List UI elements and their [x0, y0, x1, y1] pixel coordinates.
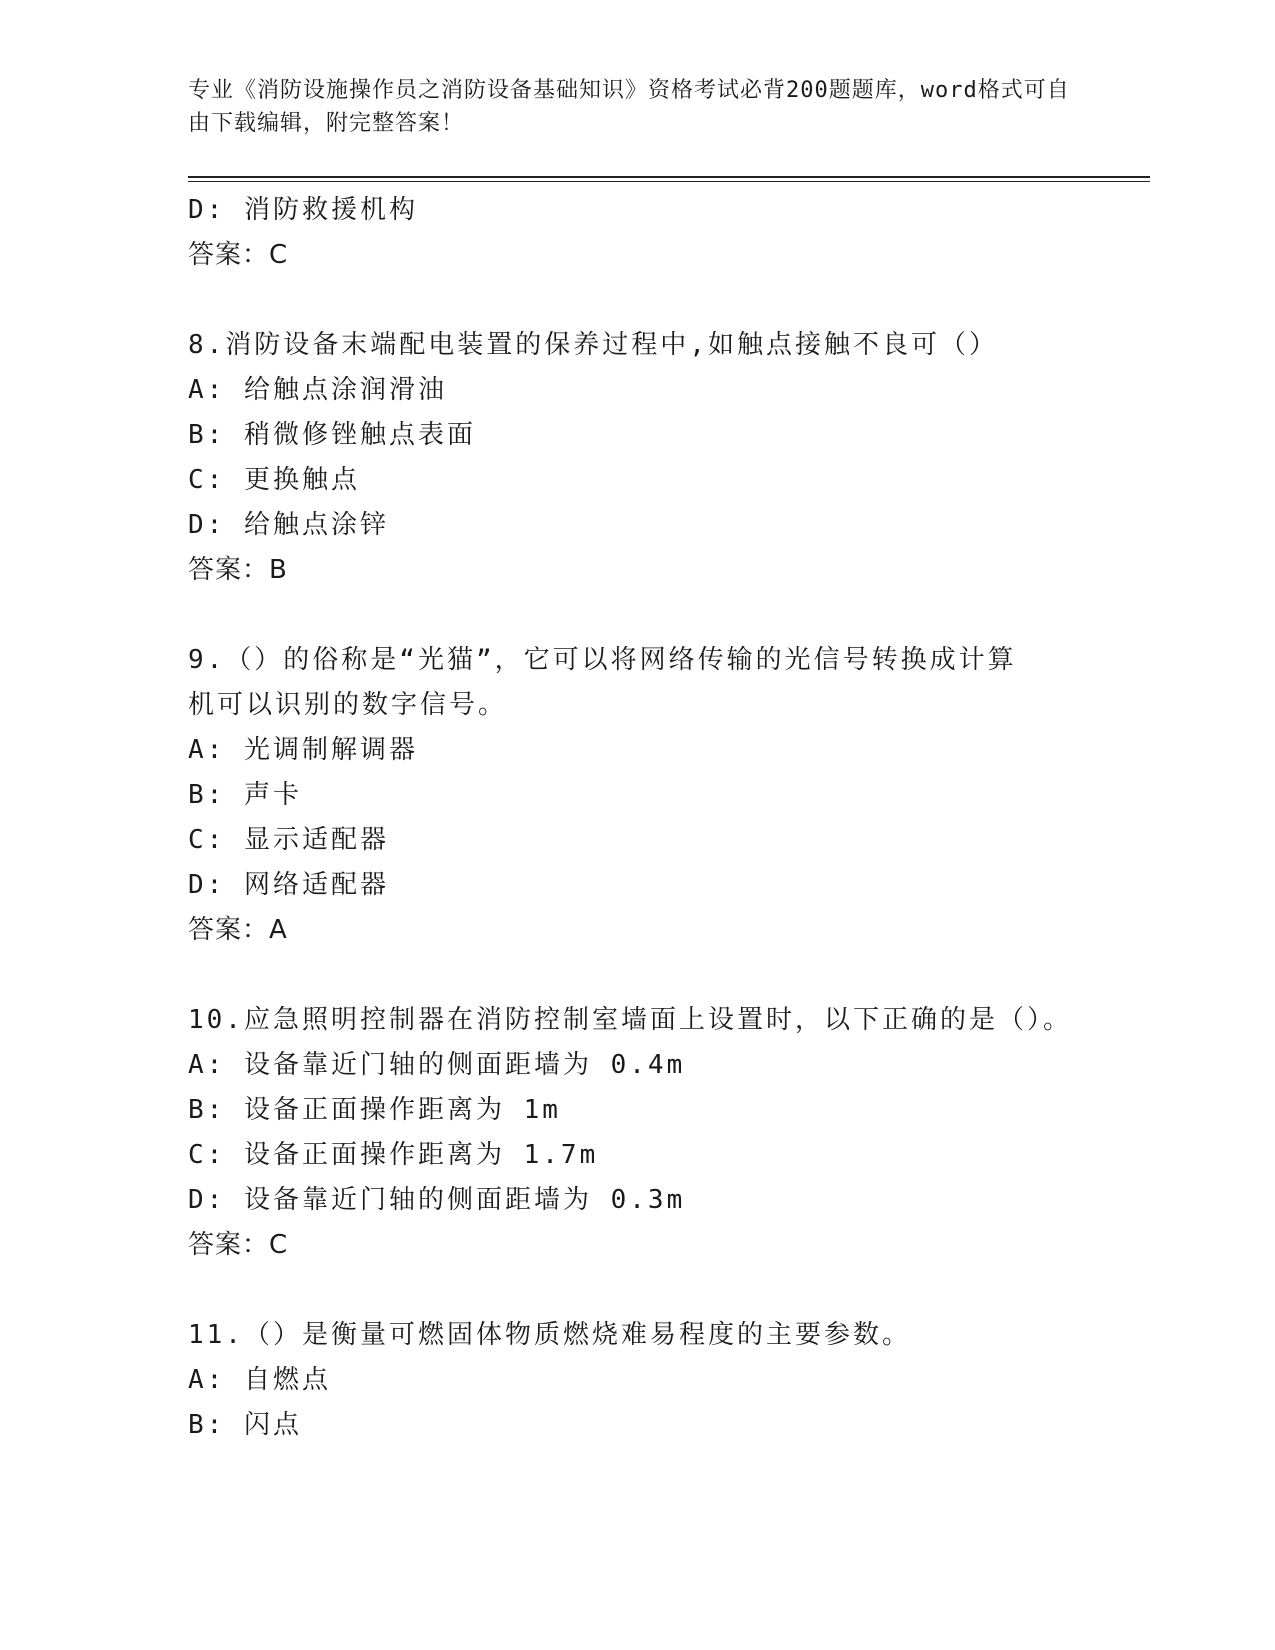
option-d: D: 给触点涂锌: [188, 510, 389, 540]
option-b: B: 稍微修锉触点表面: [188, 420, 476, 450]
option-c: C: 显示适配器: [188, 825, 389, 855]
answer-line: 答案：C: [188, 240, 289, 270]
option-a: A: 自燃点: [188, 1365, 331, 1395]
answer-line: 答案：C: [188, 1230, 289, 1260]
header-divider-thin: [188, 181, 1150, 182]
header-divider-thick: [188, 176, 1150, 178]
option-d: D: 消防救援机构: [188, 195, 418, 225]
option-d: D: 网络适配器: [188, 870, 389, 900]
question-list: [188, 188, 1088, 1448]
question-text: 8.消防设备末端配电装置的保养过程中,如触点接触不良可（）: [188, 330, 998, 360]
question-text: 9.（）的俗称是“光猫”，它可以将网络传输的光信号转换成计算机可以识别的数字信号。: [188, 645, 1017, 720]
option-a: A: 光调制解调器: [188, 735, 418, 765]
option-b: B: 设备正面操作距离为 1m: [188, 1095, 561, 1125]
answer-line: 答案：B: [188, 555, 288, 585]
question-text: 10.应急照明控制器在消防控制室墙面上设置时，以下正确的是（）。: [188, 1005, 1072, 1035]
option-c: C: 更换触点: [188, 465, 360, 495]
option-b: B: 声卡: [188, 780, 302, 810]
answer-line: 答案：A: [188, 915, 288, 945]
document-header: 专业《消防设施操作员之消防设备基础知识》资格考试必背200题题库，word格式可自由下载编辑，附完整答案！: [188, 78, 1070, 136]
option-d: D: 设备靠近门轴的侧面距墙为 0.3m: [188, 1185, 686, 1215]
option-c: C: 设备正面操作距离为 1.7m: [188, 1140, 599, 1170]
option-b: B: 闪点: [188, 1410, 302, 1440]
option-a: A: 设备靠近门轴的侧面距墙为 0.4m: [188, 1050, 686, 1080]
question-text: 11.（）是衡量可燃固体物质燃烧难易程度的主要参数。: [188, 1320, 911, 1350]
option-a: A: 给触点涂润滑油: [188, 375, 447, 405]
